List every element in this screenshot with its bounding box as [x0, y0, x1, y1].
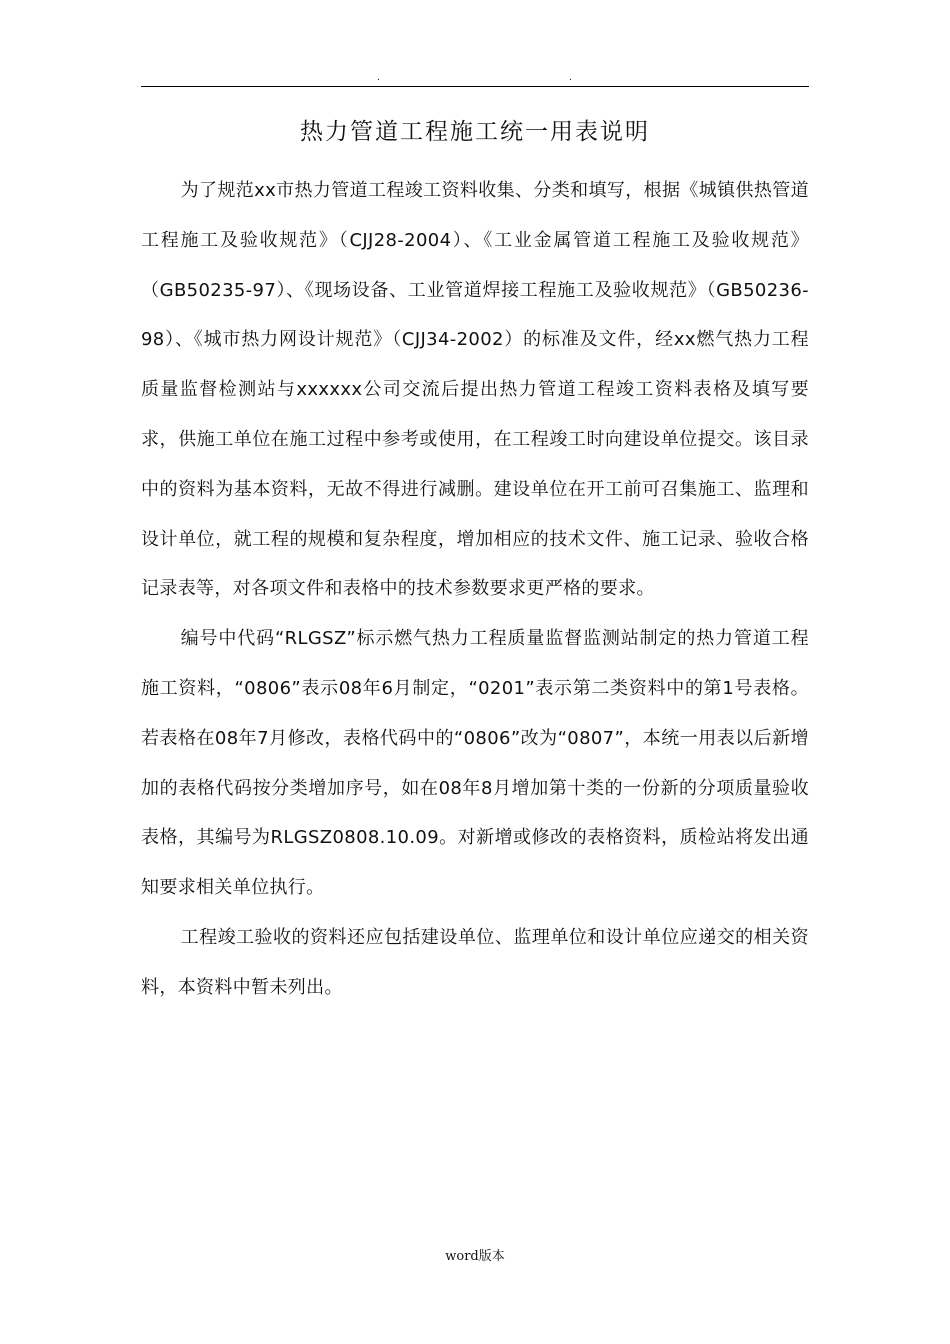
document-title: 热力管道工程施工统一用表说明 [300, 119, 650, 145]
page-header [141, 72, 809, 84]
paragraph-purpose: 为了规范xx市热力管道工程竣工资料收集、分类和填写，根据《城镇供热管道工程施工及验收规范》（CJJ28-2004）、《工业金属管道工程施工及验收规范》（GB50235-97）、《现场设备、工业管道焊接工程施工及验收规范》（GB50236-98）、《城市热力网设计规范》（CJJ34-2002）的标准及文件，经xx燃气热力工程质量监督检测站与xxxxxx公司交流后提出热力管道工程竣工资料表格及填写要求，供施工单位在施工过程中参考或使用，在工程竣工时向建设单位提交。该目录中的资料为基本资料，无故不得进行减删。建设单位在开工前可召集施工、监理和设计单位，就工程的规模和复杂程度，增加相应的技术文件、施工记录、验收合格记录表等，对各项文件和表格中的技术参数要求更严格的要求。 [141, 180, 809, 600]
page-footer: word版本 [445, 1249, 505, 1264]
paragraph-numbering: 编号中代码“RLGSZ”标示燃气热力工程质量监督监测站制定的热力管道工程施工资料，“0806”表示08年6月制定，“0201”表示第二类资料中的第1号表格。若表格在08年7月修改，表格代码中的“0806”改为“0807”，本统一用表以后新增加的表格代码按分类增加序号，如在08年8月增加第十类的一份新的分项质量验收表格，其编号为RLGSZ0808.10.09。对新增或修改的表格资料，质检站将发出通知要求相关单位执行。 [141, 628, 809, 899]
header-dot-left: . [377, 73, 380, 83]
header-divider [141, 86, 809, 87]
paragraph-additional-materials: 工程竣工验收的资料还应包括建设单位、监理单位和设计单位应递交的相关资料，本资料中暂未列出。 [141, 926, 809, 998]
document-body [141, 166, 809, 1013]
header-dot-right: . [569, 73, 572, 83]
